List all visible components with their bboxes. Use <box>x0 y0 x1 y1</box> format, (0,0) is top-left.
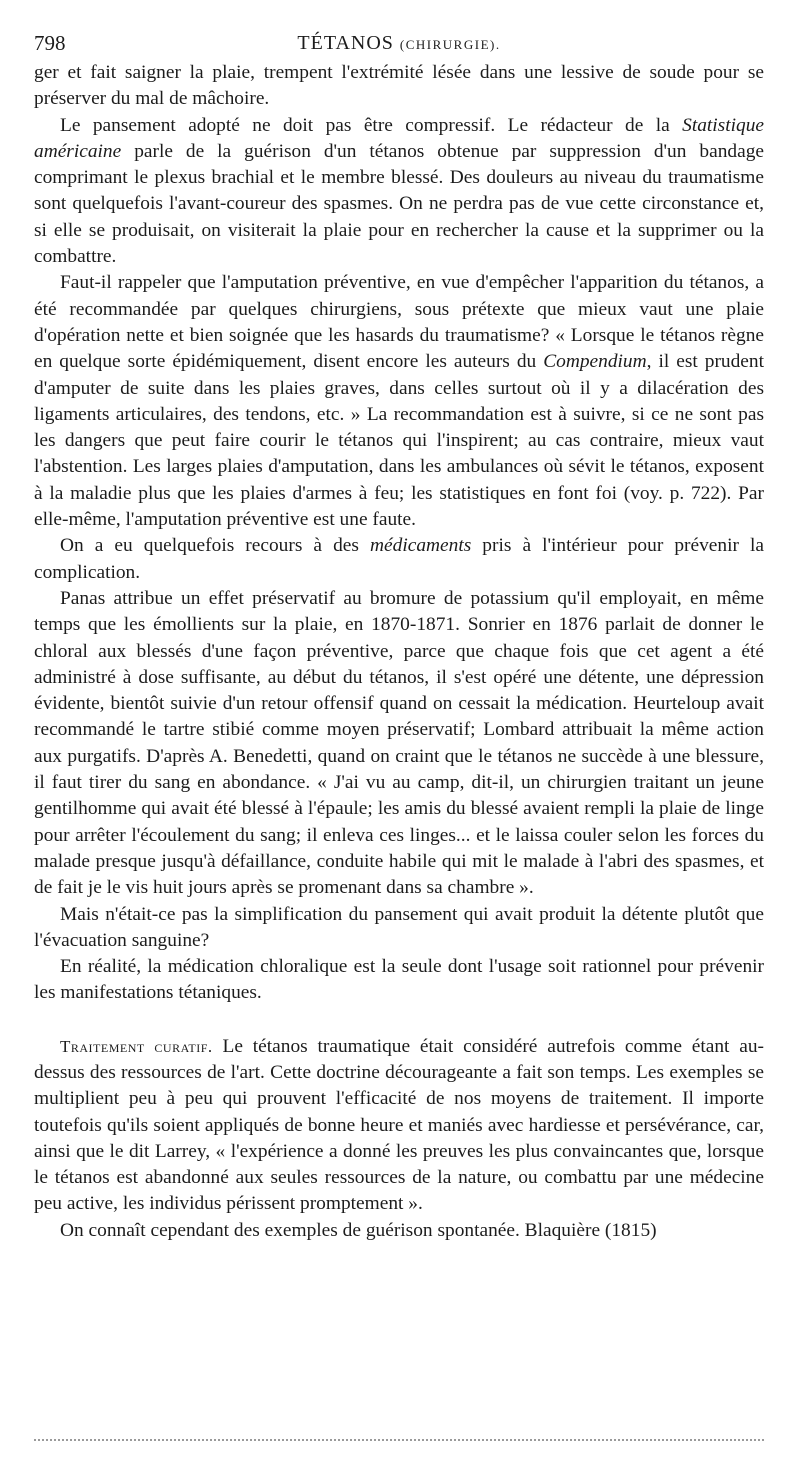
paragraph <box>34 270 764 533</box>
running-head <box>34 26 764 60</box>
paragraph <box>34 533 764 586</box>
paragraph <box>34 954 764 1007</box>
italic-text: médicaments <box>370 535 472 557</box>
paragraph <box>34 586 764 902</box>
text-run: , il est prudent d'amputer de suite dans les plaies graves, dans celles surtout où il y a dilacération des ligaments articulaires, des tendons, etc. » La recommandation est à suivre, si ce ne sont pas les dangers que peut faire courir le tétanos qui l'inspirent; au cas contraire, mieux vaut l'abstention. Les larges plaies d'amputation, dans les ambulances où sévit le tétanos, exposent à la maladie plus que les plaies d'armes à feu; les statistiques en font foi (voy. p. 722). Par elle-même, l'amputation préventive est une faute. <box>34 351 764 531</box>
text-run: parle de la guérison d'un tétanos obtenue par suppression d'un bandage comprimant le plexus brachial et le membre blessé. Des douleurs au niveau du traumatisme sont quelquefois l'avant-coureur des spasmes. On ne perdra pas de vue cette circonstance et, si elle se produisait, on visiterait la plaie pour en rechercher la cause et la supprimer ou la combattre. <box>34 140 764 268</box>
footer-dotted-rule <box>34 1439 764 1441</box>
page-number: 798 <box>34 31 66 55</box>
text-run: Mais n'était-ce pas la simplification du pansement qui avait produit la détente plutôt que l'évacuation sanguine? <box>34 903 764 951</box>
italic-text: Compendium <box>543 351 647 373</box>
book-page <box>34 26 764 1244</box>
text-run: Faut-il rappeler que l'amputation préventive, en vue d'empêcher l'apparition du tétanos, a été recommandée par quelques chirurgiens, sous prétexte que mieux vaut une plaie d'opération nette et bien soignée que les hasards du traumatisme? « Lorsque le tétanos règne en quelque sorte épidémiquement, disent encore les auteurs du <box>34 272 764 373</box>
section-paragraph <box>34 1034 764 1218</box>
paragraph <box>34 113 764 271</box>
text-run: Le tétanos traumatique était considéré autrefois comme étant au-dessus des ressources de l'art. Cette doctrine décourageante a fait son temps. Les exemples se multiplient peu à peu qui prouvent l'efficacité de nos moyens de traitement. Il importe toutefois qu'ils soient appliqués de bonne heure et maniés avec hardiesse et persévérance, car, ainsi que le dit Larrey, « l'expérience a donné les preuves les plus convaincantes que, lorsque le tétanos est abandonné aux seules ressources de la nature, ou combattu par une médecine peu active, les individus périssent promptement ». <box>34 1035 765 1215</box>
section-heading: Traitement curatif. <box>60 1036 213 1056</box>
running-title-main: TÉTANOS <box>297 32 394 54</box>
text-run: Panas attribue un effet préservatif au bromure de potassium qu'il employait, en même temps que les émollients sur la plaie, en 1870-1871. Sonrier en 1876 parlait de donner le chloral aux blessés d'une façon préventive, parce que chaque fois que cet agent a été administré à dose suffisante, au début du tétanos, il s'est opéré une détente, une dépression évidente, bientôt suivie d'un retour offensif quand on cessait la médication. Heurteloup avait recommandé le tartre stibié comme moyen préservatif; Lombard attribuait la même action aux purgatifs. D'après A. Benedetti, quand on craint que le tétanos ne succède à une blessure, il faut tirer du sang en abondance. « J'ai vu au camp, dit-il, un chirurgien traitant un jeune gentilhomme qui avait été blessé à l'épaule; les amis du blessé avaient rempli la plaie de linge pour arrêter l'écoulement du sang; il enleva ces linges... et le laissa couler selon les forces du malade presque jusqu'à défaillance, conduite habile qui mit le malade à l'abri des spasmes, et de fait je le vis huit jours après se promenant dans sa chambre ». <box>34 587 764 899</box>
running-title-subtitle: (CHIRURGIE). <box>399 37 501 52</box>
text-run: Le pansement adopté ne doit pas être compressif. Le rédacteur de la <box>60 114 683 136</box>
text-run: En réalité, la médication chloralique est la seule dont l'usage soit rationnel pour prévenir les manifestations tétaniques. <box>34 956 764 1004</box>
body-text <box>34 60 764 1244</box>
paragraph <box>34 902 764 955</box>
text-run: On connaît cependant des exemples de guérison spontanée. Blaquière (1815) <box>60 1219 657 1241</box>
text-run: pris à l'intérieur pour prévenir la complication. <box>34 535 764 583</box>
paragraph <box>34 1218 764 1244</box>
italic-text: Statistique américaine <box>34 114 764 162</box>
text-run: On a eu quelquefois recours à des <box>60 535 371 557</box>
text-run: ger et fait saigner la plaie, trempent l'extrémité lésée dans une lessive de soude pour se préserver du mal de mâchoire. <box>34 62 764 110</box>
paragraph <box>34 60 764 113</box>
running-title <box>34 26 764 62</box>
